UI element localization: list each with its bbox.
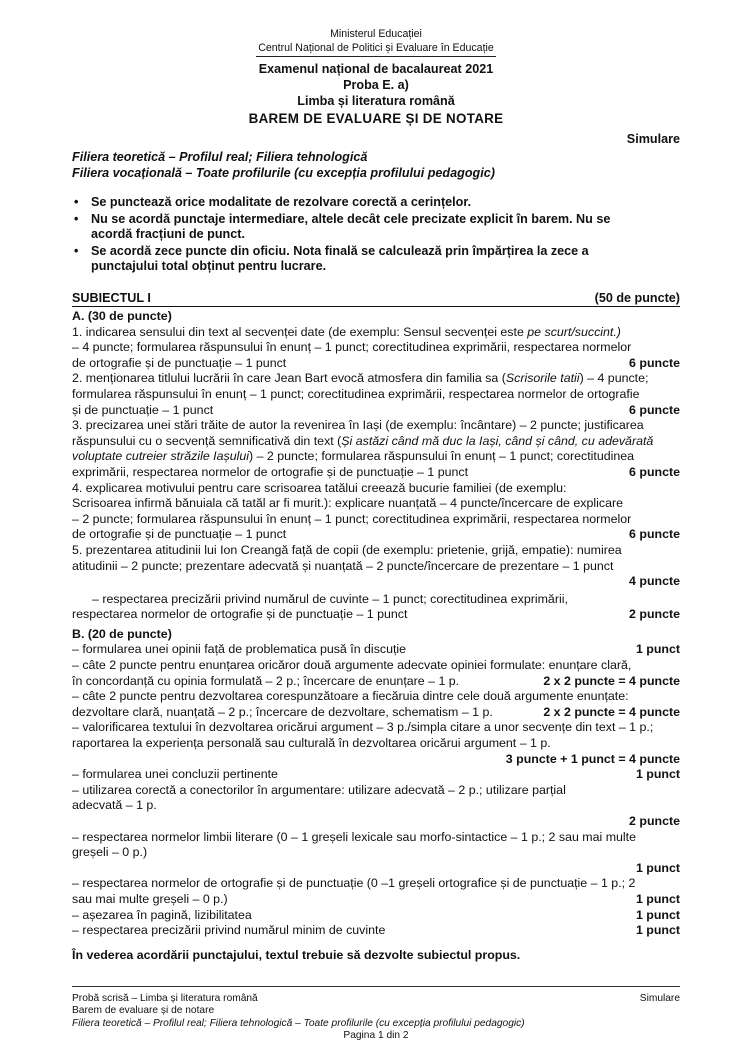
item-4: 4. explicarea motivului pentru care scrisoarea tatălui creează bucurie familiei (de exemplu: — [72, 480, 567, 495]
item-1: 1. indicarea sensului din text al secvenței date (de exemplu: Sensul secvenței este pe scurt/succint.) — [72, 324, 621, 339]
exam-proba: Proba E. a) — [343, 78, 409, 92]
subject-content: A. (30 de puncte) 1. indicarea sensului din text al secvenței date (de exemplu: Sensul secvenței este pe scurt/succint.) – 4 puncte; formularea răspunsului în enunț – 1 punct; corectitudinea exprimării, respectarea normelor de ortografie și de punctuație – 1 punct 6 puncte 2. menționarea titlului lucrării în care Jean Bart evocă atmosfera din familia sa (Scrisorile tatii) – 4 puncte; formularea răspunsului în enunț – 1 punct; corectitudinea exprimării, respectarea normelor de ortografie și de punctuație – 1 punct 6 puncte 3. precizarea unei stări trăite de autor la revenirea în Iași (de exemplu: încântare) – 2 puncte; justificarea răspunsului cu o secvență semnificativă din text (Și astăzi când mă duc la Iași, când și când, cu adevărată voluptate cutreier străzile Iașului) – 2 puncte; formularea răspunsului în enunț – 1 punct; corectitudinea exprimării, respectarea normelor de ortografie și de punctuație – 1 punct 6 puncte 4. explicarea motivului pentru care scrisoarea tatălui creează bucurie familiei (de exemplu: Scrisoarea infirmă bănuiala că tatăl ar fi murit.): explicare nuanțată – 4 puncte/încercare de explicare – 2 puncte; formularea răspunsului în enunț – 1 punct; corectitudinea exprimării, respectarea normelor de ortografie și de punctuație – 1 punct 6 puncte 5. prezentarea atitudinii lui Ion Creangă față de copii (de exemplu: prietenie, grijă, empatie): numirea atitudinii – 2 puncte; prezentare adecvată și nuanțată – 2 puncte/încercare de prezentare – 1 punct 4 puncte – respectarea precizării privind numărul de cuvinte – 1 punct; corectitudinea exprimării, respectarea normelor de ortografie și de punctuație – 1 punct 2 puncte B. (20 de puncte) – formularea unei opinii față de problematica pusă în discuție 1 punct – câte 2 puncte pentru enunțarea oricăror două argumente adecvate opiniei formulate: enunțare clară, în concordanță cu opinia formulată – 2 p.; încercare de enunțare – 1 p. 2 x 2 puncte = 4 puncte – câte 2 puncte pentru dezvoltarea corespunzătoare a fiecăruia dintre cele două argumente enunțate: dezvoltare clară, nuanțată – 2 p.; încercare de dezvoltare, schematism – 1 p. 2 x 2 puncte = 4 puncte – valorificarea textului în dezvoltarea oricărui argument – 3 p./simpla citare a unor secvențe din text – 1 p.; raportarea la experiența personală sau culturală în dezvoltarea oricărui argument – 1 p. 3 puncte + 1 punct = 4 puncte – formularea unei concluzii pertinente 1 punct – utilizarea corectă a conectorilor în argumentare: utilizare adecvată – 2 p.; utilizare parțial adecvată – 1 p. 2 puncte – respectarea normelor limbii literare (0 – 1 greșeli lexicale sau morfo-sintactice – 1 p.; 2 sau mai multe greșeli – 0 p.) 1 punct – respectarea normelor de ortografie și de punctuație (0 –1 greșeli ortografice și de punctuație – 1 p.; 2 sau mai multe greșeli – 0 p.) 1 punct – așezarea în pagină, lizibilitatea 1 punct – respectarea precizării privind numărul minim de cuvinte 1 punct În vederea acordării punctajului, textul trebuie să dezvolte subiectul propus. — [72, 309, 680, 962]
footer-exam: Probă scrisă – Limba și literatura română — [72, 993, 258, 1004]
item-5-points-2: 2 puncte — [629, 607, 680, 622]
ministry-header — [72, 28, 680, 57]
filiera-line-2: Filiera vocațională – Toate profilurile (cu excepția profilului pedagogic) — [72, 166, 495, 180]
page-number: Pagina 1 din 2 — [343, 1030, 409, 1042]
item-1-points: 6 puncte — [629, 355, 680, 370]
criterion-row: – respectarea precizării privind numărul minim de cuvinte 1 punct — [72, 923, 680, 938]
criterion-row: – utilizarea corectă a conectorilor în argumentare: utilizare adecvată – 2 p.; utilizare parțial — [72, 782, 566, 797]
bullet-icon: • — [74, 195, 79, 209]
footer-simulare: Simulare — [639, 993, 680, 1004]
criterion-row: – valorificarea textului în dezvoltarea oricărui argument – 3 p./simpla citare a unor secvențe din text – 1 p.; — [72, 720, 654, 735]
item-5: 5. prezentarea atitudinii lui Ion Creangă față de copii (de exemplu: prietenie, grijă, empatie): numirea — [72, 542, 622, 557]
exam-subject: Limba și literatura română — [297, 94, 455, 108]
item-5-points-1: 4 puncte — [629, 574, 680, 589]
criterion-row: – formularea unei opinii față de problematica pusă în discuție 1 punct — [72, 642, 680, 657]
criterion-row: – așezarea în pagină, lizibilitatea 1 punct — [72, 907, 680, 922]
criterion-row: – formularea unei concluzii pertinente 1 punct — [72, 767, 680, 782]
item-4-points: 6 puncte — [629, 527, 680, 542]
final-note: În vederea acordării punctajului, textul trebuie să dezvolte subiectul propus. — [72, 947, 521, 962]
footer-filiera: Filiera teoretică – Profilul real; Filiera tehnologică – Toate profilurile (cu excepția profilului pedagogic) — [72, 1017, 525, 1029]
rule-item: • Nu se acordă punctaje intermediare, altele decât cele precizate explicit în barem. Nu se acordă fracțiuni de punct. — [74, 211, 611, 242]
bullet-icon: • — [74, 211, 79, 226]
page-footer — [72, 986, 680, 1043]
section-a-title: A. (30 de puncte) — [72, 309, 172, 323]
filiera-line-1: Filiera teoretică – Profilul real; Filiera tehnologică — [72, 150, 368, 164]
barem-title: BAREM DE EVALUARE ȘI DE NOTARE — [248, 111, 504, 126]
subject-title: SUBIECTUL I — [72, 291, 151, 305]
criterion-row: – câte 2 puncte pentru dezvoltarea corespunzătoare a fiecăruia dintre cele două argumente enunțate: — [72, 689, 629, 704]
center-name: Centrul Național de Politici și Evaluare în Educație — [256, 42, 496, 58]
rule-item: • Se acordă zece puncte din oficiu. Nota finală se calculează prin împărțirea la zece a punctajului total obținut pentru lucrare. — [74, 243, 589, 274]
item-2-points: 6 puncte — [629, 402, 680, 417]
section-b-title: B. (20 de puncte) — [72, 626, 172, 641]
general-rules — [72, 195, 680, 276]
bullet-icon: • — [74, 243, 79, 258]
exam-title: Examenul național de bacalaureat 2021 — [258, 62, 494, 76]
ministry-name: Ministerul Educației — [330, 28, 422, 40]
item-3: 3. precizarea unei stări trăite de autor la revenirea în Iași (de exemplu: încântare) – 2 puncte; justificarea — [72, 418, 644, 433]
subject-header — [72, 291, 680, 307]
criterion-row: – respectarea normelor de ortografie și de punctuație (0 –1 greșeli ortografice și de punctuație – 1 p.; 2 — [72, 876, 636, 891]
exam-titles — [72, 61, 680, 127]
criterion-row: – respectarea normelor limbii literare (0 – 1 greșeli lexicale sau morfo-sintactice – 1 p.; 2 sau mai multe — [72, 829, 637, 844]
subject-points: (50 de puncte) — [594, 291, 680, 305]
criterion-row: – câte 2 puncte pentru enunțarea oricăror două argumente adecvate opiniei formulate: enunțare clară, — [72, 658, 632, 673]
item-2: 2. menționarea titlului lucrării în care Jean Bart evocă atmosfera din familia sa (Scrisorile tatii) – 4 puncte; — [72, 371, 649, 386]
footer-barem: Barem de evaluare și de notare — [72, 1005, 215, 1017]
filiera-block — [72, 149, 495, 181]
rule-item: • Se punctează orice modalitate de rezolvare corectă a cerințelor. — [74, 195, 472, 209]
simulare-label: Simulare — [626, 132, 680, 146]
item-3-points: 6 puncte — [629, 464, 680, 479]
